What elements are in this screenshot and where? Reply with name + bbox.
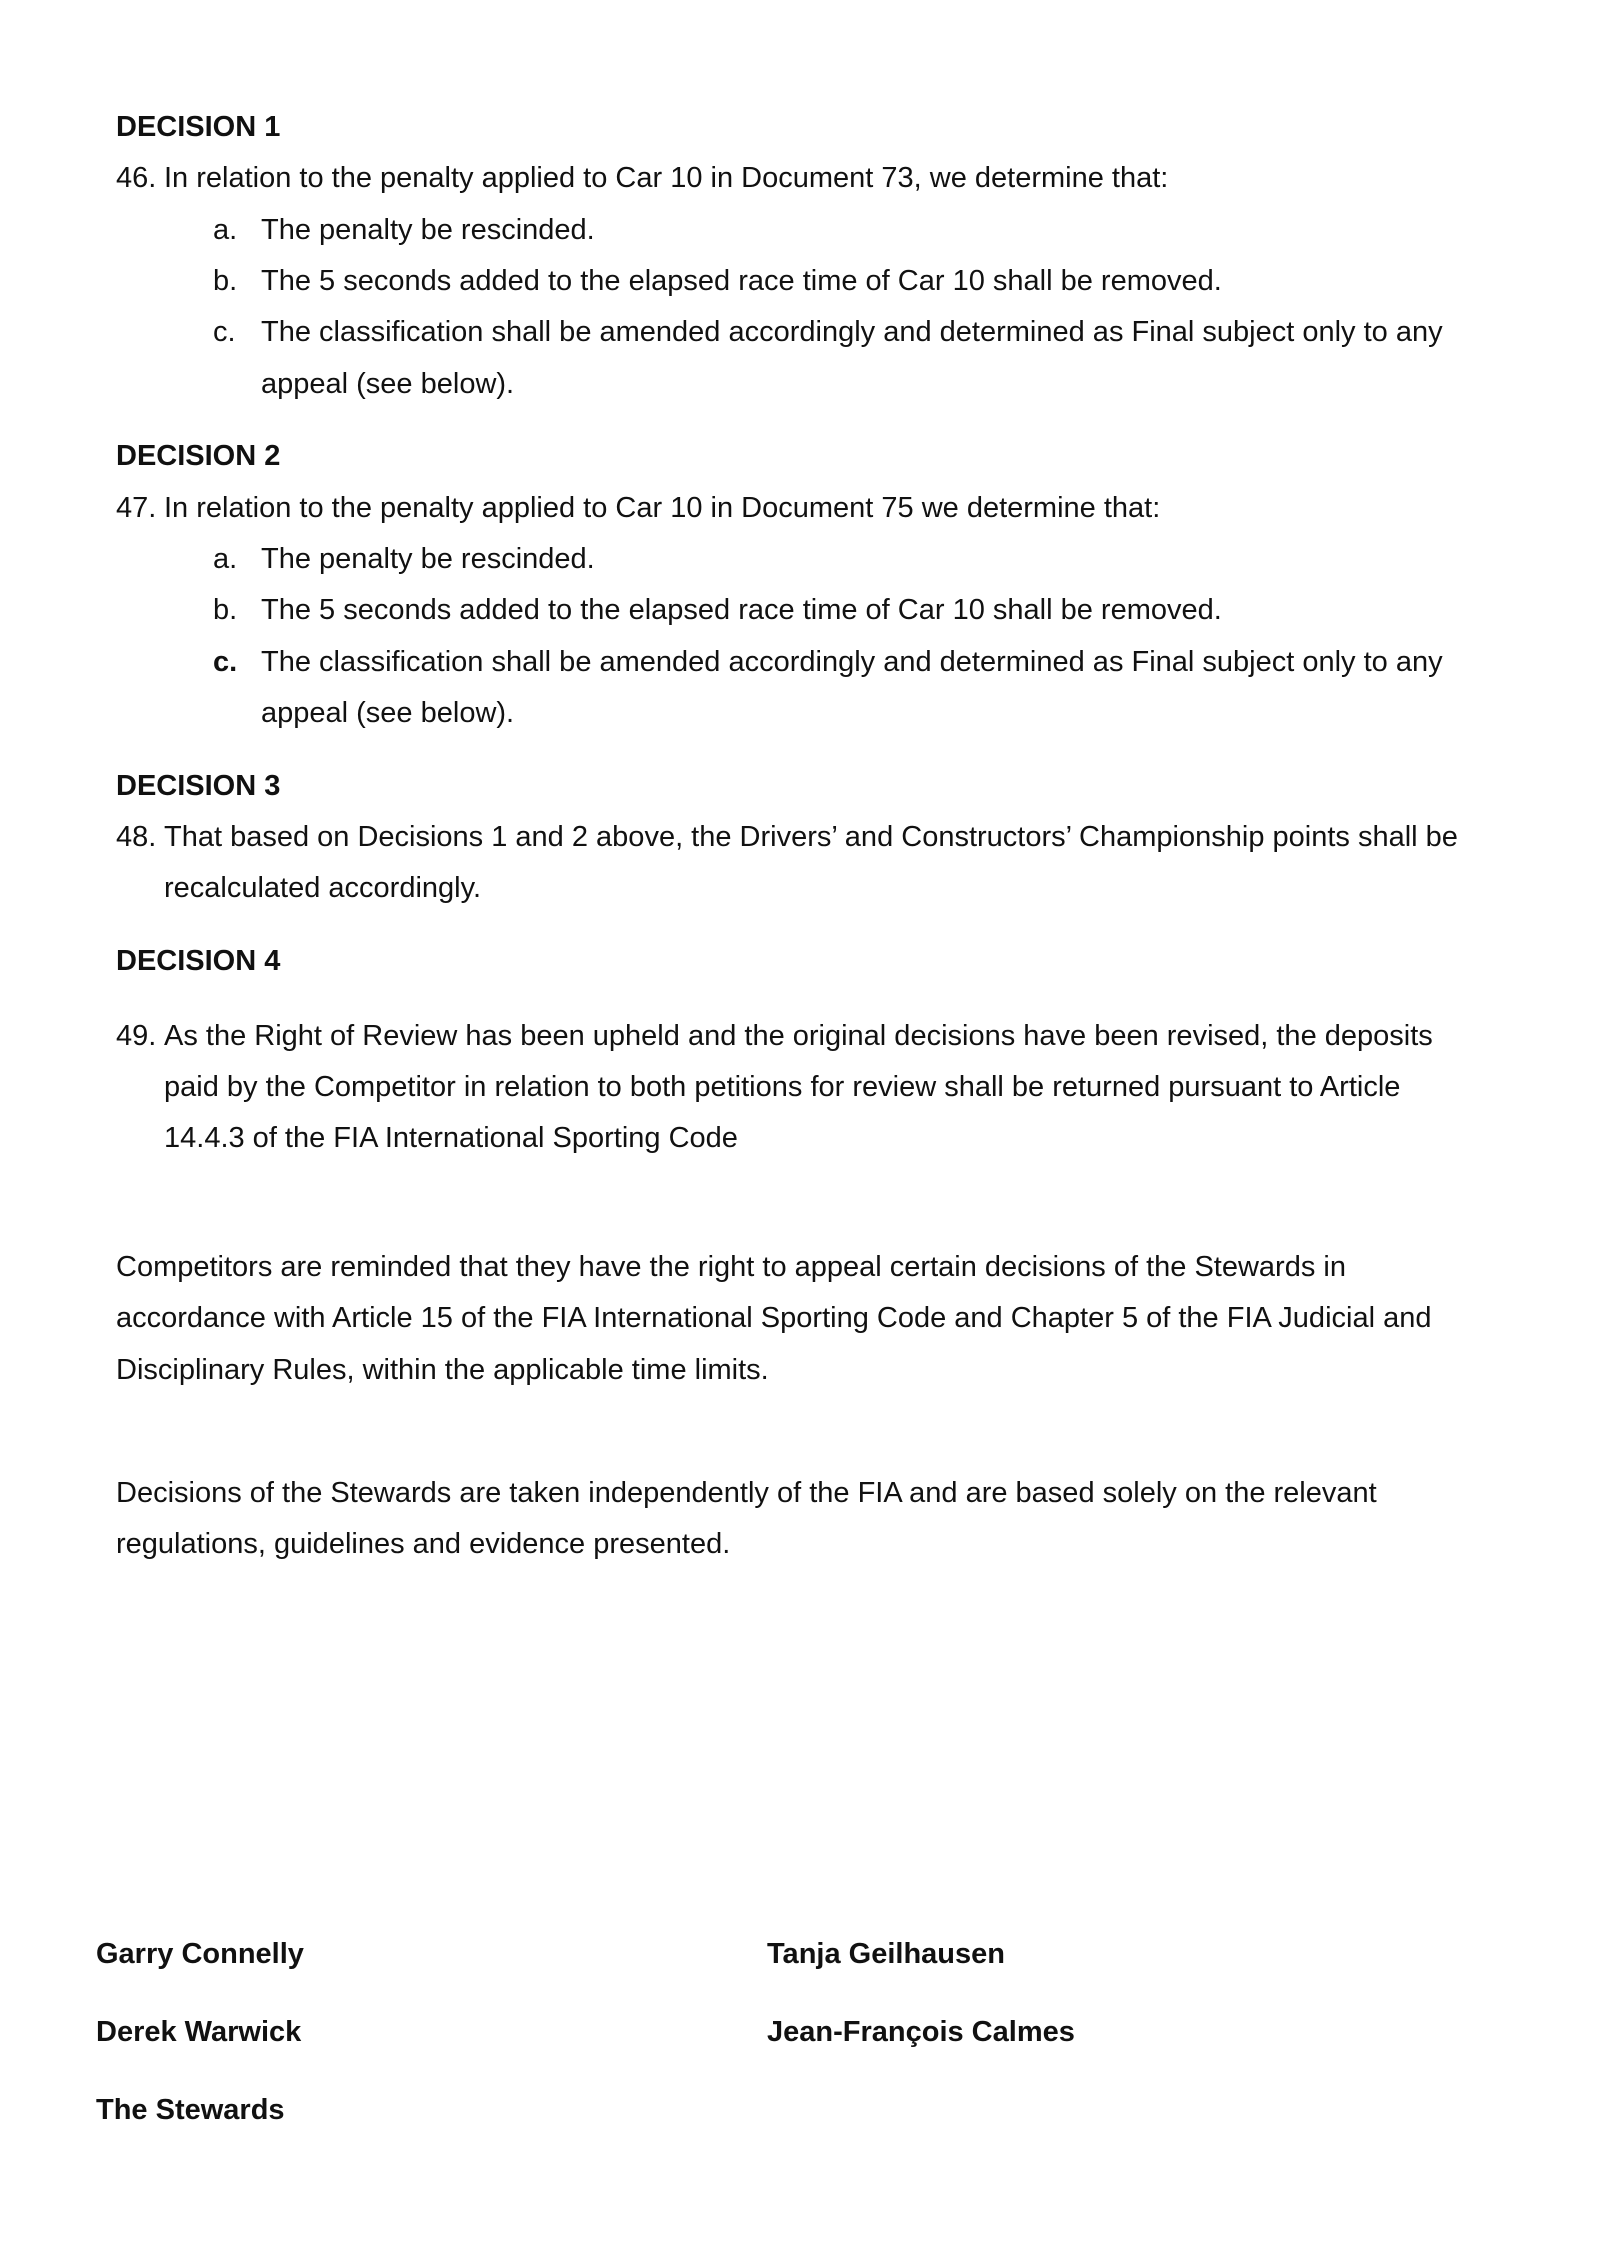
- decision-2-item-c-text-line2: appeal (see below).: [261, 697, 515, 729]
- stewards-footer: The Stewards: [96, 2094, 285, 2126]
- decision-2-number: 47.: [116, 492, 157, 524]
- decision-3-text-line1: That based on Decisions 1 and 2 above, the Drivers’ and Constructors’ Championship points shall be: [164, 821, 1458, 853]
- decision-2-item-a-marker: a.: [213, 543, 238, 575]
- decision-1-item-b-marker: b.: [213, 265, 238, 297]
- decision-2-item-c-text-line1: The classification shall be amended accordingly and determined as Final subject only to any: [261, 646, 1443, 678]
- decision-1-heading: DECISION 1: [116, 111, 281, 143]
- decision-1-item-c-text-line2: appeal (see below).: [261, 368, 515, 400]
- steward-name: Garry Connelly: [96, 1938, 304, 1970]
- decision-4-heading: DECISION 4: [116, 945, 281, 977]
- decision-4-text-line3: 14.4.3 of the FIA International Sporting Code: [164, 1122, 738, 1154]
- steward-name: Jean-François Calmes: [767, 2016, 1075, 2048]
- appeal-notice-line2: accordance with Article 15 of the FIA International Sporting Code and Chapter 5 of the FIA Judicial and: [116, 1302, 1432, 1334]
- decision-3-text-line2: recalculated accordingly.: [164, 872, 482, 904]
- decision-4-number: 49.: [116, 1020, 157, 1052]
- decision-1-item-c-marker: c.: [213, 316, 236, 348]
- decision-3-heading: DECISION 3: [116, 770, 281, 802]
- decision-1-item-a-text: The penalty be rescinded.: [261, 214, 595, 246]
- decision-3-number: 48.: [116, 821, 157, 853]
- independence-notice-line2: regulations, guidelines and evidence presented.: [116, 1528, 731, 1560]
- decision-2-item-c-marker: c.: [213, 646, 238, 678]
- decision-1-item-c-text-line1: The classification shall be amended accordingly and determined as Final subject only to any: [261, 316, 1443, 348]
- decision-2-text: In relation to the penalty applied to Car 10 in Document 75 we determine that:: [164, 492, 1161, 524]
- steward-name: Tanja Geilhausen: [767, 1938, 1005, 1970]
- decision-2-item-b-marker: b.: [213, 594, 238, 626]
- decision-1-item-a-marker: a.: [213, 214, 238, 246]
- appeal-notice-line1: Competitors are reminded that they have the right to appeal certain decisions of the Stewards in: [116, 1251, 1346, 1283]
- decision-1-number: 46.: [116, 162, 157, 194]
- decision-4-text-line1: As the Right of Review has been upheld and the original decisions have been revised, the deposits: [164, 1020, 1433, 1052]
- decision-4-text-line2: paid by the Competitor in relation to both petitions for review shall be returned pursuant to Article: [164, 1071, 1401, 1103]
- independence-notice-line1: Decisions of the Stewards are taken independently of the FIA and are based solely on the relevant: [116, 1477, 1377, 1509]
- decision-2-heading: DECISION 2: [116, 440, 281, 472]
- decision-1-item-b-text: The 5 seconds added to the elapsed race time of Car 10 shall be removed.: [261, 265, 1222, 297]
- decision-2-item-b-text: The 5 seconds added to the elapsed race time of Car 10 shall be removed.: [261, 594, 1222, 626]
- decision-2-item-a-text: The penalty be rescinded.: [261, 543, 595, 575]
- decision-1-text: In relation to the penalty applied to Car 10 in Document 73, we determine that:: [164, 162, 1169, 194]
- appeal-notice-line3: Disciplinary Rules, within the applicable time limits.: [116, 1354, 769, 1386]
- steward-name: Derek Warwick: [96, 2016, 302, 2048]
